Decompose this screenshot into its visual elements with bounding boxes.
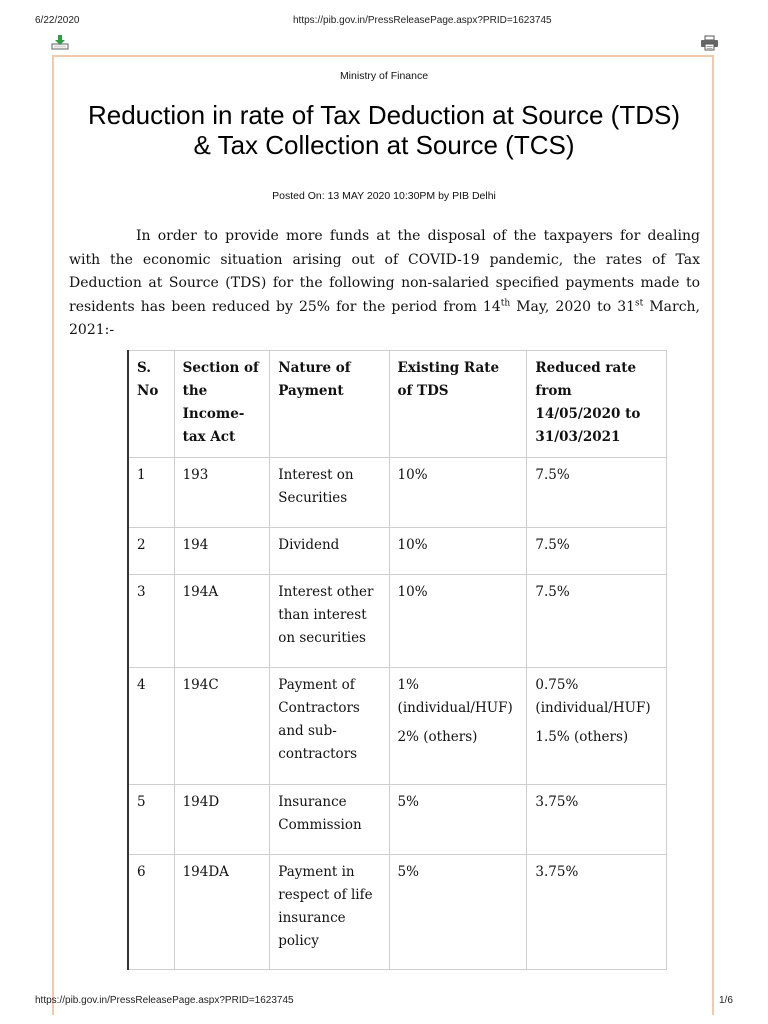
reduced-rate-individual: 0.75% (individual/HUF) bbox=[535, 677, 651, 716]
cell-section: 194D bbox=[174, 785, 270, 855]
cell-existing: 10% bbox=[389, 528, 527, 575]
cell-existing bbox=[389, 668, 527, 785]
cell-nature: Dividend bbox=[270, 528, 389, 575]
cell-nature: Interest other than interest on securities bbox=[270, 575, 389, 668]
footer-url: https://pib.gov.in/PressReleasePage.aspx?PRID=1623745 bbox=[35, 995, 294, 1006]
cell-reduced bbox=[527, 668, 667, 785]
cell-nature: Payment of Contractors and sub-contractors bbox=[270, 668, 389, 785]
tds-rate-table bbox=[127, 350, 667, 970]
cell-sno: 4 bbox=[128, 668, 174, 785]
cell-existing: 10% bbox=[389, 458, 527, 528]
cell-section: 194DA bbox=[174, 855, 270, 970]
cell-sno: 5 bbox=[128, 785, 174, 855]
header-existing-rate: Existing Rate of TDS bbox=[389, 351, 527, 458]
cell-reduced: 3.75% bbox=[527, 855, 667, 970]
cell-section: 194C bbox=[174, 668, 270, 785]
header-url: https://pib.gov.in/PressReleasePage.aspx?PRID=1623745 bbox=[293, 15, 552, 26]
cell-section: 194A bbox=[174, 575, 270, 668]
intro-text-1: In order to provide more funds at the disposal of the taxpayers for dealing with the economic situation arising out of COVID-19 pandemic, the rates of Tax Deduction at Source (TDS) for the following non-salaried specified payments made to residents has been reduced by 25% for the period from 14 bbox=[69, 228, 700, 315]
cell-reduced: 7.5% bbox=[527, 458, 667, 528]
intro-text-3: March, 2021:- bbox=[69, 298, 701, 338]
posted-on: Posted On: 13 MAY 2020 10:30PM by PIB Delhi bbox=[272, 190, 496, 202]
superscript-th: th bbox=[500, 297, 511, 308]
existing-rate-others: 2% (others) bbox=[397, 729, 478, 745]
header-section: Section of the Income-tax Act bbox=[174, 351, 270, 458]
cell-existing: 5% bbox=[389, 785, 527, 855]
existing-rate-individual: 1% (individual/HUF) bbox=[397, 677, 513, 716]
ministry-name: Ministry of Finance bbox=[339, 70, 429, 82]
header-sno: S. No bbox=[128, 351, 174, 458]
cell-sno: 6 bbox=[128, 855, 174, 970]
printer-icon[interactable] bbox=[700, 35, 719, 51]
intro-paragraph bbox=[69, 225, 700, 343]
intro-text-2: May, 2020 to 31 bbox=[510, 298, 636, 315]
page-title: Reduction in rate of Tax Deduction at Source (TDS) & Tax Collection at Source (TCS) bbox=[87, 100, 681, 160]
table-row bbox=[128, 458, 667, 528]
superscript-st: st bbox=[635, 297, 644, 308]
cell-existing: 10% bbox=[389, 575, 527, 668]
cell-reduced: 7.5% bbox=[527, 575, 667, 668]
cell-nature: Insurance Commission bbox=[270, 785, 389, 855]
cell-nature: Payment in respect of life insurance policy bbox=[270, 855, 389, 970]
print-date: 6/22/2020 bbox=[35, 15, 80, 26]
table-row bbox=[128, 528, 667, 575]
header-reduced-rate: Reduced rate from 14/05/2020 to 31/03/2021 bbox=[527, 351, 667, 458]
cell-sno: 1 bbox=[128, 458, 174, 528]
table-row bbox=[128, 855, 667, 970]
cell-sno: 3 bbox=[128, 575, 174, 668]
cell-reduced: 7.5% bbox=[527, 528, 667, 575]
cell-section: 193 bbox=[174, 458, 270, 528]
table-row bbox=[128, 575, 667, 668]
cell-sno: 2 bbox=[128, 528, 174, 575]
table-row bbox=[128, 785, 667, 855]
cell-existing: 5% bbox=[389, 855, 527, 970]
table-row bbox=[128, 668, 667, 785]
cell-section: 194 bbox=[174, 528, 270, 575]
cell-nature: Interest on Securities bbox=[270, 458, 389, 528]
header-nature: Nature of Payment bbox=[270, 351, 389, 458]
table-header-row bbox=[128, 351, 667, 458]
reduced-rate-others: 1.5% (others) bbox=[535, 729, 629, 745]
page-number: 1/6 bbox=[719, 995, 733, 1006]
download-icon[interactable] bbox=[51, 35, 69, 50]
cell-reduced: 3.75% bbox=[527, 785, 667, 855]
